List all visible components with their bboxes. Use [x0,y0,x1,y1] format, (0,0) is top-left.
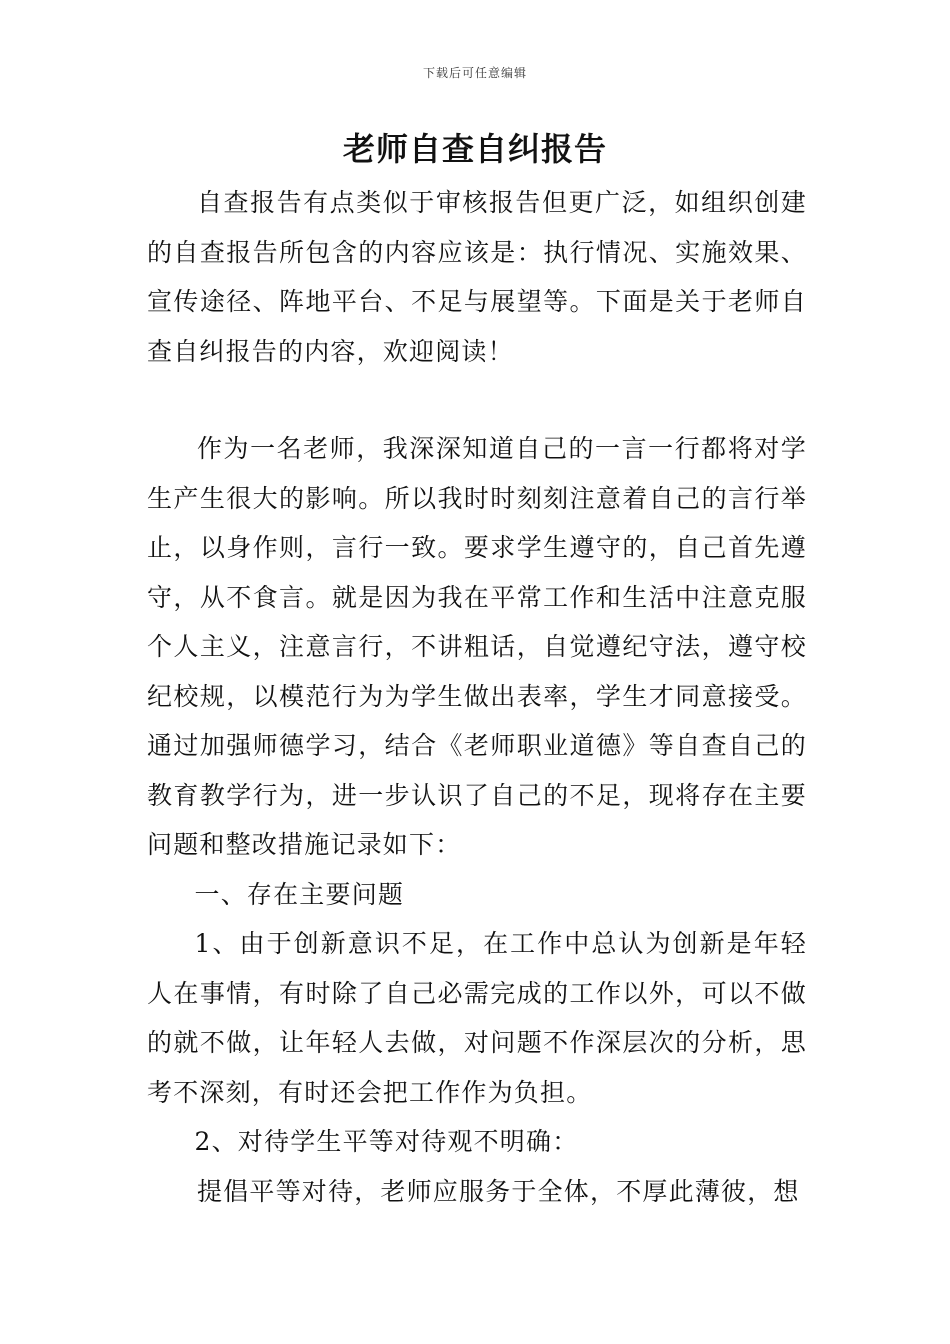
intro-paragraph: 自查报告有点类似于审核报告但更广泛，如组织创建的自查报告所包含的内容应该是：执行情况、实施效果、宣传途径、阵地平台、不足与展望等。下面是关于老师自查自纠报告的内容，欢迎阅读！ [147,188,807,366]
body-paragraph: 作为一名老师，我深深知道自己的一言一行都将对学生产生很大的影响。所以我时时刻刻注意着自己的言行举止，以身作则，言行一致。要求学生遵守的，自己首先遵守，从不食言。就是因为我在平常工作和生活中注意克服个人主义，注意言行，不讲粗话，自觉遵纪守法，遵守校纪校规，以模范行为为学生做出表率，学生才同意接受。通过加强师德学习，结合《老师职业道德》等自查自己的教育教学行为，进一步认识了自己的不足，现将存在主要问题和整改措施记录如下： [147,434,807,859]
intro-section [147,178,807,376]
body-paragraph: 提倡平等对待，老师应服务于全体，不厚此薄彼，想 [197,1176,800,1206]
main-section [147,424,807,1216]
document-title: 老师自查自纠报告 [342,130,607,168]
section-heading: 一、存在主要问题 [194,879,405,909]
header-note: 下载后可任意编辑 [422,66,527,80]
list-item: 2、对待学生平等对待观不明确： [194,1127,579,1156]
list-item: 1、由于创新意识不足，在工作中总认为创新是年轻人在事情，有时除了自己必需完成的工作以外，可以不做的就不做，让年轻人去做，对问题不作深层次的分析，思考不深刻，有时还会把工作作为负担。 [147,929,807,1107]
